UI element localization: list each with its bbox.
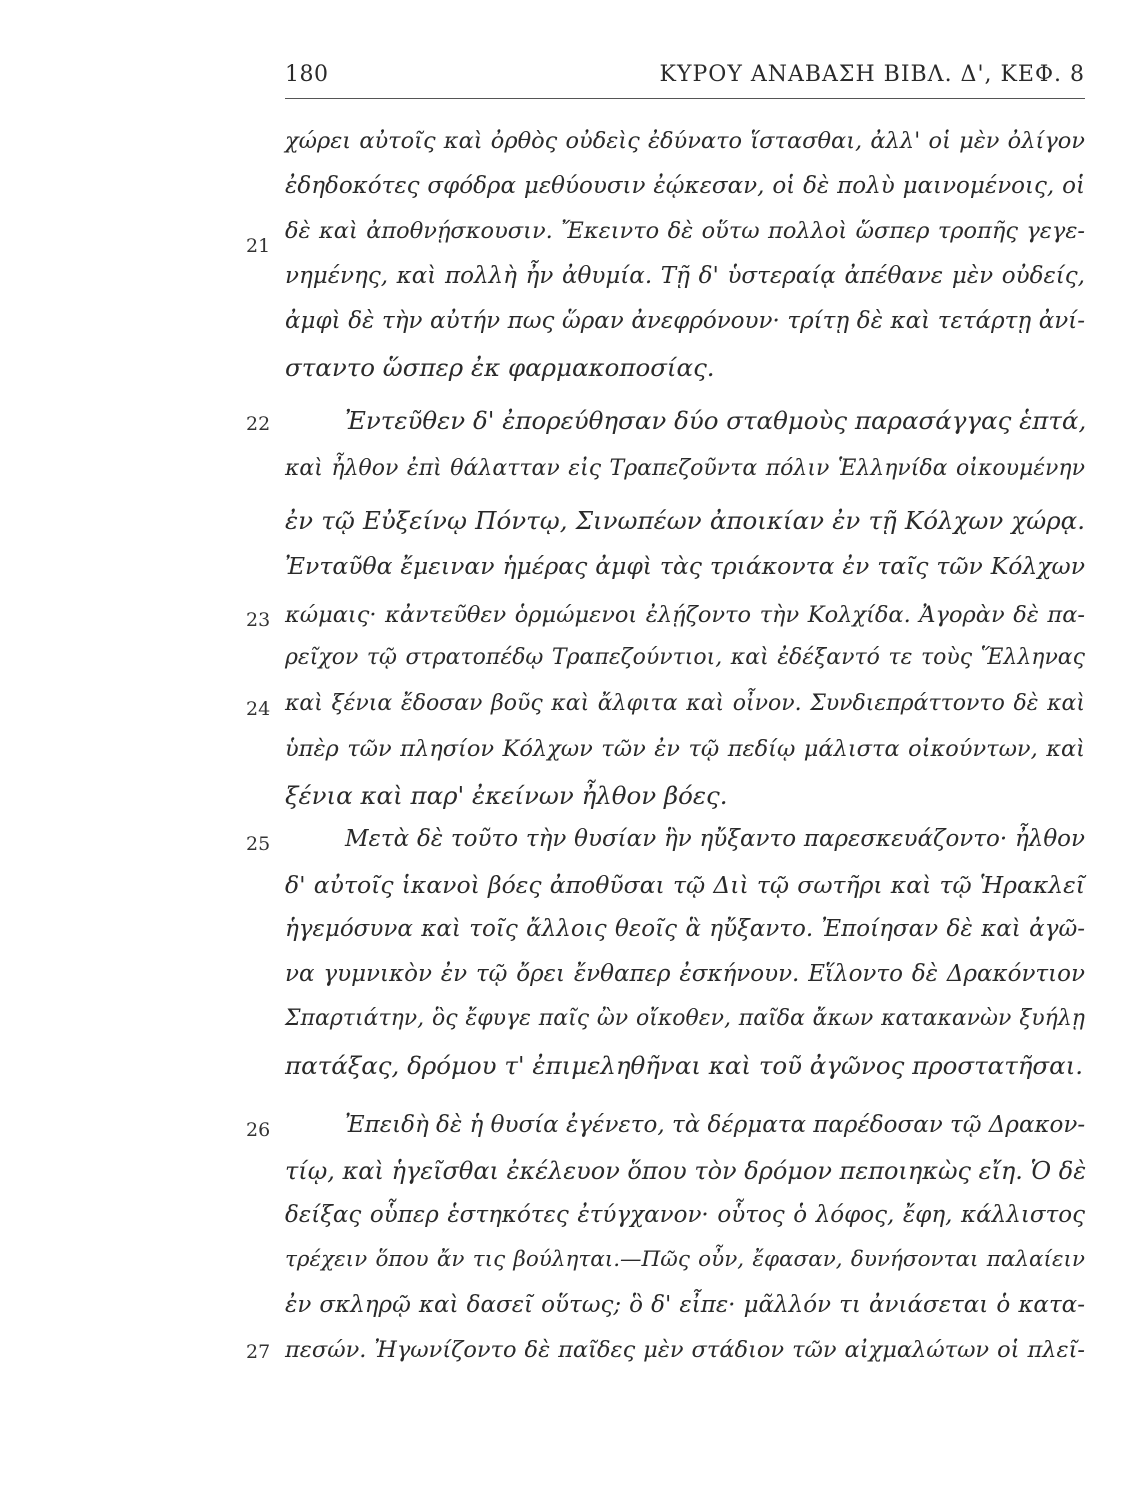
text-line: δείξας οὗπερ ἑστηκότες ἐτύγχανον· οὗτος ὁ λόφος, ἔφη, κάλλιστος [285,1202,1085,1228]
text-line: χώρει αὐτοῖς καὶ ὀρθὸς οὐδεὶς ἐδύνατο ἵστασθαι, ἀλλ' οἱ μὲν ὀλίγον [285,128,1085,154]
section-number: 23 [246,609,271,631]
text-line: Μετὰ δὲ τοῦτο τὴν θυσίαν ἣν ηὔξαντο παρεσκευάζοντο· ἦλθον [345,826,1085,852]
section-number: 21 [246,235,271,257]
running-head: ΚΥΡΟΥ ΑΝΑΒΑΣΗ ΒΙΒΛ. Δ', ΚΕΦ. 8 [659,62,1085,87]
text-line: ἀμφὶ δὲ τὴν αὐτήν πως ὥραν ἀνεφρόνουν· τρίτῃ δὲ καὶ τετάρτῃ ἀνί- [285,308,1085,334]
text-line: τρέχειν ὅπου ἄν τις βούληται.—Πῶς οὖν, ἔφασαν, δυνήσονται παλαίειν [285,1247,1085,1272]
text-line: τίῳ, καὶ ἡγεῖσθαι ἐκέλευον ὅπου τὸν δρόμον πεποιηκὼς εἴη. Ὁ δὲ [285,1157,1087,1185]
text-line: ἐν σκληρῷ καὶ δασεῖ οὕτως; ὃ δ' εἶπε· μᾶλλόν τι ἀνιάσεται ὁ κατα- [285,1292,1085,1318]
text-line: δ' αὐτοῖς ἱκανοὶ βόες ἀποθῦσαι τῷ Διὶ τῷ σωτῆρι καὶ τῷ Ἡρακλεῖ [285,871,1085,899]
text-line: Σπαρτιάτην, ὃς ἔφυγε παῖς ὢν οἴκοθεν, παῖδα ἄκων κατακανὼν ξυήλῃ [285,1006,1085,1031]
section-number: 25 [246,833,271,855]
text-line: νημένης, καὶ πολλὴ ἦν ἀθυμία. Τῇ δ' ὑστεραίᾳ ἀπέθανε μὲν οὐδείς, [285,263,1085,289]
text-line: κώμαις· κἀντεῦθεν ὁρμώμενοι ἐλῄζοντο τὴν Κολχίδα. Ἀγορὰν δὲ πα- [285,602,1085,628]
section-number: 26 [246,1119,271,1141]
text-line: καὶ ξένια ἔδοσαν βοῦς καὶ ἄλφιτα καὶ οἶνον. Συνδιεπράττοντο δὲ καὶ [285,691,1085,716]
text-line: ρεῖχον τῷ στρατοπέδῳ Τραπεζούντιοι, καὶ ἐδέξαντό τε τοὺς Ἕλληνας [285,645,1085,670]
section-number: 24 [246,698,271,720]
text-line: ἐδηδοκότες σφόδρα μεθύουσιν ἐῴκεσαν, οἱ δὲ πολὺ μαινομένοις, οἱ [285,173,1085,199]
page-header [285,62,1085,99]
text-line: να γυμνικὸν ἐν τῷ ὄρει ἔνθαπερ ἐσκήνουν. Εἵλοντο δὲ Δρακόντιον [285,961,1085,987]
text-line: ἐν τῷ Εὐξείνῳ Πόντῳ, Σινωπέων ἀποικίαν ἐν τῇ Κόλχων χώρᾳ. [285,506,1085,535]
text-line: πατάξας, δρόμου τ' ἐπιμεληθῆναι καὶ τοῦ ἀγῶνος προστατῆσαι. [285,1051,1084,1080]
text-line: Ἐπειδὴ δὲ ἡ θυσία ἐγένετο, τὰ δέρματα παρέδοσαν τῷ Δρακον- [345,1112,1086,1138]
text-line: σταντο ὥσπερ ἐκ φαρμακοποσίας. [285,353,715,382]
text-line: Ἐντεῦθεν δ' ἐπορεύθησαν δύο σταθμοὺς παρασάγγας ἑπτά, [345,406,1087,435]
page-number: 180 [285,62,329,87]
text-line: ἡγεμόσυνα καὶ τοῖς ἄλλοις θεοῖς ἃ ηὔξαντο. Ἐποίησαν δὲ καὶ ἀγῶ- [285,916,1085,942]
text-line: ὑπὲρ τῶν πλησίον Κόλχων τῶν ἐν τῷ πεδίῳ μάλιστα οἰκούντων, καὶ [285,736,1085,762]
text-line: πεσών. Ἠγωνίζοντο δὲ παῖδες μὲν στάδιον τῶν αἰχμαλώτων οἱ πλεῖ- [285,1337,1085,1363]
section-number: 27 [246,1341,271,1363]
text-line: δὲ καὶ ἀποθνῄσκουσιν. Ἔκειντο δὲ οὕτω πολλοὶ ὥσπερ τροπῆς γεγε- [285,218,1085,244]
section-number: 22 [246,413,271,435]
text-line: καὶ ἦλθον ἐπὶ θάλατταν εἰς Τραπεζοῦντα πόλιν Ἑλληνίδα οἰκουμένην [285,456,1085,481]
text-line: Ἐνταῦθα ἔμειναν ἡμέρας ἀμφὶ τὰς τριάκοντα ἐν ταῖς τῶν Κόλχων [285,552,1085,580]
text-line: ξένια καὶ παρ' ἐκείνων ἦλθον βόες. [285,781,728,810]
